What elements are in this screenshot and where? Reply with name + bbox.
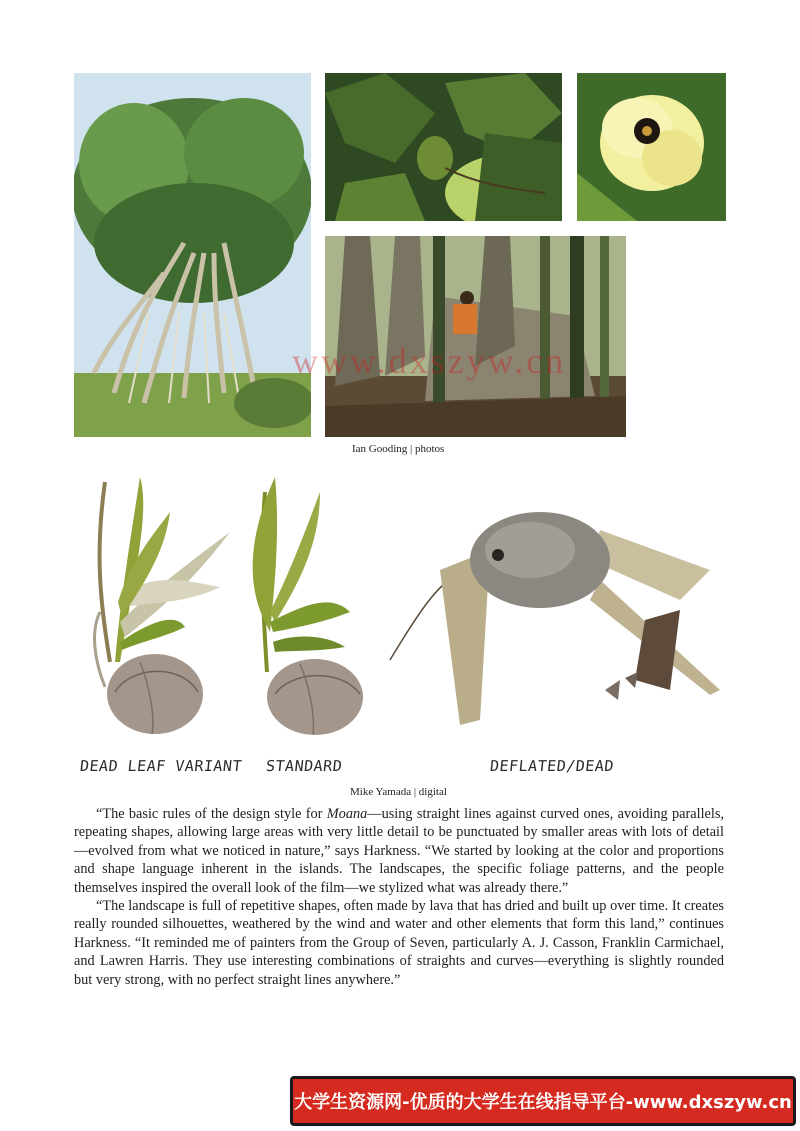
article-body: [74, 805, 724, 989]
site-banner[interactable]: [290, 1076, 796, 1126]
coconut-deflated-dead-sketch: [380, 490, 725, 730]
sketch-label-deflated: DEFLATED/DEAD: [489, 757, 615, 775]
p1-rest: —using straight lines against curved ones, avoiding parallels, repeating shapes, allowing large areas with very little detail to be punctuated by smaller areas with lots of detail—evolved from what we noticed in nature,” says Harkness. “We started by looking at the color and proportions and shape language inherent in the islands. The landscapes, the specific foliage patterns, and the people themselves inspired the overall look of the film—we stylized what was already there.”: [74, 806, 724, 896]
watermark: www.dxszyw.cn: [292, 341, 567, 381]
photo-credit: Ian Gooding | photos: [352, 443, 445, 455]
pandanus-tree-photo: [74, 73, 311, 437]
paragraph-2: “The landscape is full of repetitive shapes, often made by lava that has dried and built up over time. It creates really rounded silhouettes, weathered by the wind and water and other elements that form this land,” continues Harkness. “It reminded me of painters from the Group of Seven, particularly A. J. Casson, Franklin Carmichael, and Lawren Harris. They use interesting combinations of straights and curves—everything is slightly rounded but very strong, with no perfect straight lines anywhere.”: [74, 898, 724, 988]
sketch-label-dead-leaf: DEAD LEAF VARIANT: [79, 757, 243, 775]
p1-start: “The basic rules of the design style for: [96, 806, 327, 822]
sketch-label-standard: STANDARD: [265, 757, 344, 775]
breadfruit-leaves-photo: [325, 73, 562, 221]
art-credit: Mike Yamada | digital: [350, 786, 447, 798]
film-title: Moana: [326, 806, 368, 822]
banner-text: 大学生资源网-优质的大学生在线指导平台-www.dxszyw.cn: [294, 1092, 792, 1113]
coconut-sprout-dead-leaf-sketch: [80, 472, 240, 742]
yellow-hibiscus-photo: [577, 73, 726, 221]
coconut-sprout-standard-sketch: [245, 472, 365, 742]
buttress-root-forest-photo: [325, 236, 626, 437]
paragraph-1: [74, 805, 724, 897]
